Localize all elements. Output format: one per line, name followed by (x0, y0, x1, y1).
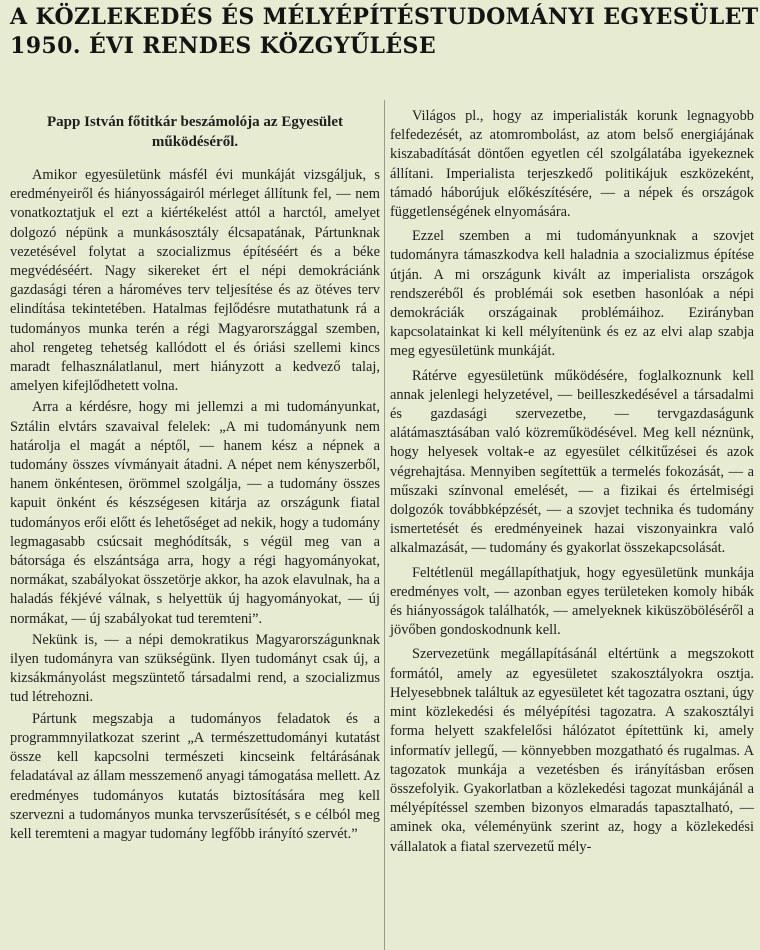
page-headline (10, 3, 759, 61)
left-paragraph-3: Nekünk is, — a népi demokratikus Magyarországunknak ilyen tudományra van szükségünk. Ilyen tudományt csak új, a kizsákmányolást megszüntető társadalmi rend, a szocializmus tud létrehozni. (10, 631, 380, 706)
article-subhead: Papp István főtitkár beszámolója az Egyesület működéséről. (47, 114, 343, 150)
headline-line-2: 1950. ÉVI RENDES KÖZGYŰLÉSE (10, 33, 437, 59)
left-column (10, 112, 380, 846)
headline-line-1: A KÖZLEKEDÉS ÉS MÉLYÉPÍTÉSTUDOMÁNYI EGYESÜLET (10, 4, 759, 30)
right-paragraph-1: Világos pl., hogy az imperialisták korunk legnagyobb felfedezését, az atomrombolást, az atom belső energiájának kiszabadítását döntően egyetlen cél szolgálatába igyekeznek állítani. Imperialista terjeszkedő politikájuk eszközeként, támadó háborújuk előkészítésére, — a népek és országok függetlenségének elnyomására. (390, 108, 754, 221)
right-paragraph-4: Feltétlenül megállapíthatjuk, hogy egyesületünk munkája eredményes volt, — azonban egyes területeken komoly hibák és hiányosságok találhatók, — amelyeknek kiküszöböléséről a jövőben gondoskodnunk kell. (390, 564, 754, 639)
right-column (390, 107, 754, 862)
right-paragraph-2: Ezzel szemben a mi tudományunknak a szovjet tudományra támaszkodva kell haladnia a szocializmus építése útján. A mi országunk kivált az imperialista országok rendszeréből és problémái sok esetben hasonlóak a népi demokráciák országainak problémáihoz. Ezirányban kapcsolatainkat ki kell mélyítenünk és ez az elvi alap szabja meg egyesületünk munkáját. (390, 228, 754, 360)
left-paragraph-4: Pártunk megszabja a tudományos feladatok és a programmnyilatkozat szerint „A természettudományi kutatást össze kell kapcsolni természeti kincseink feltárásának feladatával az állam messzemenő anyagi támogatása mellett. Az eredményes tudományos kutatás biztosítására meg kell szervezni a tudományos munka tervszerűsítését, s e célból meg kell teremteni a magyar tudomány legfőbb irányító szervét.” (10, 710, 380, 842)
right-paragraph-5: Szervezetünk megállapításánál eltértünk a megszokott formától, amely az egyesületet szakosztályokra osztja. Helyesebbnek találtuk az egyesületet két tagozatra osztani, úgy mint közlekedési és mélyépítési tagozatra. A szakosztályi forma helyett szakfelelősi hálózatot építettünk ki, amely informatív jellegű, — könnyebben mozgatható és rugalmas. A tagozatok munkája a vezetésben és irányításban erősen összefolyik. Gyakorlatban a közlekedési tagozat munkájánál a mélyépítéssel szemben bizonyos elmaradás tapasztalható, — aminek oka, véleményünk szerint az, hogy a közlekedési vállalatok a fiatal szervezetű mély- (390, 646, 754, 855)
left-paragraph-2: Arra a kérdésre, hogy mi jellemzi a mi tudományunkat, Sztálin elvtárs szavaival felelek: „A mi tudományunk nem határolja el magát a néptől, — hanem kész a népnek a tudomány összes vívmányait átadni. A népet nem kényszerből, hanem önkéntesen, örömmel szolgálja, — a tudomány összes kapuit önként és készségesen kitárja az országunk fiatal tudományos erői előtt és lehetőséget ad nekik, hogy a tudomány legmagasabb csúcsait meghódítsák, s végül meg van a bátorsága és elszántsága arra, hogy a régi hagyományokat, normákat, szabályokat összetörje akkor, ha azok elavulnak, ha a haladás fékjévé válnak, s helyettük új hagyományokat, — új normákat, — új szabályokat tud teremteni”. (10, 399, 380, 627)
left-paragraph-1: Amikor egyesületünk másfél évi munkáját vizsgáljuk, s eredményeiről és hiányosságairól mérleget állítunk fel, — nem vonatkoztatjuk el ezt a kiértékelést attól a harctól, amelyet dolgozó népünk a munkásosztály élcsapatának, Pártunknak vezetésével folytat a szocializmus építéséért és a béke megvédéséért. Nagy sikereket ért el népi demokráciánk gazdasági téren a hároméves terv teljesítése és az ötéves terv elindítása tekintetében. Hatalmas fejlődésre mutathatunk rá a tudományos munka terén a régi Magyarországgal szemben, ahol rengeteg tehetség kallódott el és óriási szellemi kincs maradt felhasználatlanul, mert hiányzott a kedvező talaj, amelyen kifejlődhetett volna. (10, 167, 380, 395)
column-divider (384, 100, 385, 950)
right-paragraph-3: Rátérve egyesületünk működésére, foglalkoznunk kell annak jelenlegi helyzetével, — beilleszkedésével a társadalmi és gazdasági szervezetbe, — tervgazdaságunk alátámasztásában való közreműködésével. Meg kell néznünk, hogy helyesek voltak-e az egyesület célkitűzései és azok végrehajtása. Mennyiben segítettük a termelés fokozását, — a műszaki színvonal emelését, — a fizikai és értelmiségi dolgozók továbbképzését, — a szovjet technika és tudomány ismertetését és eredményeinek hazai viszonyainkra való alkalmazását, — tudomány és gyakorlat összekapcsolását. (390, 367, 754, 557)
